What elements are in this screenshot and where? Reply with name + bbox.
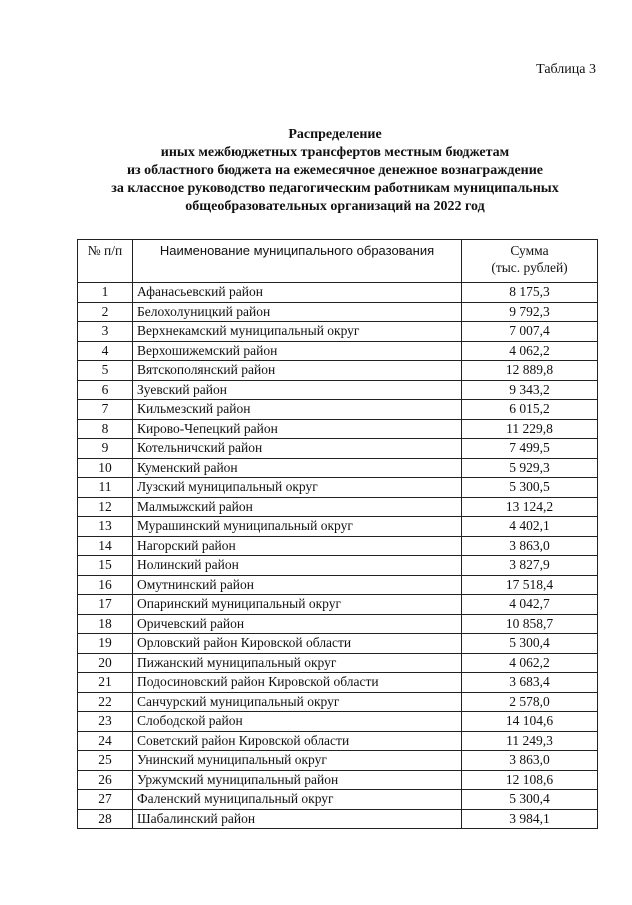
row-municipality-name: Опаринский муниципальный округ [133, 595, 462, 615]
row-sum: 4 402,1 [462, 517, 598, 537]
row-municipality-name: Верхошижемский район [133, 341, 462, 361]
row-municipality-name: Куменский район [133, 458, 462, 478]
table-row [78, 809, 598, 829]
row-municipality-name: Советский район Кировской области [133, 731, 462, 751]
row-municipality-name: Вятскополянский район [133, 361, 462, 381]
row-municipality-name: Унинский муниципальный округ [133, 751, 462, 771]
table-row [78, 361, 598, 381]
row-sum: 11 249,3 [462, 731, 598, 751]
table-row [78, 575, 598, 595]
table-row [78, 692, 598, 712]
table-row [78, 478, 598, 498]
row-sum: 5 929,3 [462, 458, 598, 478]
header-sum-label: Сумма [510, 243, 549, 258]
row-number: 11 [78, 478, 133, 498]
table-row [78, 653, 598, 673]
table-row [78, 712, 598, 732]
row-number: 23 [78, 712, 133, 732]
table-body [78, 283, 598, 829]
row-sum: 10 858,7 [462, 614, 598, 634]
row-municipality-name: Орловский район Кировской области [133, 634, 462, 654]
table-header-row [78, 240, 598, 283]
table-row [78, 790, 598, 810]
row-municipality-name: Афанасьевский район [133, 283, 462, 303]
row-number: 28 [78, 809, 133, 829]
row-number: 9 [78, 439, 133, 459]
table-row [78, 302, 598, 322]
table-row [78, 673, 598, 693]
row-sum: 3 863,0 [462, 536, 598, 556]
header-number: № п/п [78, 240, 133, 283]
title-line: общеобразовательных организаций на 2022 год [185, 199, 485, 214]
row-number: 14 [78, 536, 133, 556]
row-sum: 3 827,9 [462, 556, 598, 576]
title-line: Распределение [288, 127, 382, 142]
row-municipality-name: Фаленский муниципальный округ [133, 790, 462, 810]
row-municipality-name: Омутнинский район [133, 575, 462, 595]
table-row [78, 419, 598, 439]
row-number: 8 [78, 419, 133, 439]
row-number: 22 [78, 692, 133, 712]
table-row [78, 439, 598, 459]
table-number-label: Таблица 3 [536, 62, 596, 77]
row-number: 19 [78, 634, 133, 654]
row-municipality-name: Пижанский муниципальный округ [133, 653, 462, 673]
row-number: 1 [78, 283, 133, 303]
table-row [78, 556, 598, 576]
document-title [70, 126, 600, 216]
row-number: 3 [78, 322, 133, 342]
row-municipality-name: Мурашинский муниципальный округ [133, 517, 462, 537]
row-sum: 13 124,2 [462, 497, 598, 517]
row-sum: 11 229,8 [462, 419, 598, 439]
row-sum: 12 889,8 [462, 361, 598, 381]
row-municipality-name: Зуевский район [133, 380, 462, 400]
table-row [78, 536, 598, 556]
table-row [78, 614, 598, 634]
row-municipality-name: Шабалинский район [133, 809, 462, 829]
row-municipality-name: Лузский муниципальный округ [133, 478, 462, 498]
table-row [78, 497, 598, 517]
table-row [78, 283, 598, 303]
row-sum: 12 108,6 [462, 770, 598, 790]
header-municipality-name: Наименование муниципального образования [133, 240, 462, 283]
table-row [78, 458, 598, 478]
row-sum: 2 578,0 [462, 692, 598, 712]
table-row [78, 595, 598, 615]
row-number: 18 [78, 614, 133, 634]
distribution-table [77, 239, 598, 829]
row-number: 15 [78, 556, 133, 576]
row-sum: 3 863,0 [462, 751, 598, 771]
table-row [78, 770, 598, 790]
row-number: 16 [78, 575, 133, 595]
row-number: 4 [78, 341, 133, 361]
row-number: 5 [78, 361, 133, 381]
title-line: из областного бюджета на ежемесячное денежное вознаграждение [126, 163, 544, 178]
row-sum: 9 343,2 [462, 380, 598, 400]
row-number: 24 [78, 731, 133, 751]
row-number: 2 [78, 302, 133, 322]
row-municipality-name: Малмыжский район [133, 497, 462, 517]
table-row [78, 751, 598, 771]
row-number: 21 [78, 673, 133, 693]
row-municipality-name: Санчурский муниципальный округ [133, 692, 462, 712]
row-number: 25 [78, 751, 133, 771]
row-sum: 17 518,4 [462, 575, 598, 595]
table-row [78, 634, 598, 654]
row-sum: 7 499,5 [462, 439, 598, 459]
title-line: иных межбюджетных трансфертов местным бюджетам [160, 145, 510, 160]
row-sum: 3 683,4 [462, 673, 598, 693]
row-municipality-name: Кильмезский район [133, 400, 462, 420]
row-municipality-name: Нагорский район [133, 536, 462, 556]
row-number: 27 [78, 790, 133, 810]
row-sum: 9 792,3 [462, 302, 598, 322]
row-sum: 4 062,2 [462, 653, 598, 673]
row-number: 10 [78, 458, 133, 478]
row-municipality-name: Нолинский район [133, 556, 462, 576]
row-sum: 14 104,6 [462, 712, 598, 732]
table-row [78, 322, 598, 342]
row-municipality-name: Котельничский район [133, 439, 462, 459]
row-sum: 4 042,7 [462, 595, 598, 615]
row-number: 6 [78, 380, 133, 400]
header-sum-unit: (тыс. рублей) [491, 260, 568, 275]
row-number: 13 [78, 517, 133, 537]
row-municipality-name: Кирово-Чепецкий район [133, 419, 462, 439]
row-sum: 5 300,4 [462, 790, 598, 810]
row-sum: 4 062,2 [462, 341, 598, 361]
table-row [78, 731, 598, 751]
row-municipality-name: Верхнекамский муниципальный округ [133, 322, 462, 342]
row-sum: 3 984,1 [462, 809, 598, 829]
table-row [78, 341, 598, 361]
table-row [78, 517, 598, 537]
row-municipality-name: Оричевский район [133, 614, 462, 634]
row-number: 17 [78, 595, 133, 615]
row-number: 12 [78, 497, 133, 517]
row-municipality-name: Уржумский муниципальный район [133, 770, 462, 790]
row-number: 20 [78, 653, 133, 673]
table-row [78, 400, 598, 420]
row-municipality-name: Слободской район [133, 712, 462, 732]
table-row [78, 380, 598, 400]
header-sum [462, 240, 598, 283]
row-municipality-name: Белохолуницкий район [133, 302, 462, 322]
row-sum: 8 175,3 [462, 283, 598, 303]
title-line: за классное руководство педагогическим работникам муниципальных [111, 181, 559, 196]
row-municipality-name: Подосиновский район Кировской области [133, 673, 462, 693]
row-number: 26 [78, 770, 133, 790]
row-sum: 5 300,4 [462, 634, 598, 654]
row-sum: 6 015,2 [462, 400, 598, 420]
row-sum: 7 007,4 [462, 322, 598, 342]
row-number: 7 [78, 400, 133, 420]
row-sum: 5 300,5 [462, 478, 598, 498]
